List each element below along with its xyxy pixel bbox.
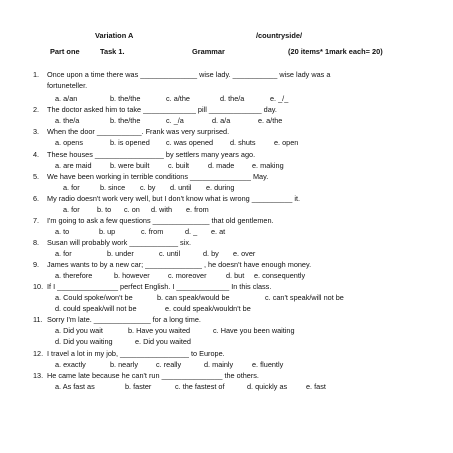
option-c: c. by: [140, 183, 156, 192]
option-e: e. over: [233, 249, 256, 258]
question-12: 12. I travel a lot in my job, _________________ to Europe.: [33, 349, 225, 358]
question-12-options: [55, 360, 283, 369]
option-d: d. _: [185, 227, 198, 236]
question-1-continuation: fortuneteller.: [47, 81, 88, 90]
part-label: Part one: [50, 47, 80, 56]
option-d: d. made: [208, 161, 235, 170]
question-3: 3. When the door ___________. Frank was very surprised.: [33, 127, 230, 136]
option-e: e. consequently: [254, 271, 306, 280]
question-text: We have been working in terrible conditions _______________ May.: [47, 172, 269, 181]
question-6: 6. My radio doesn't work very well, but I don't know what is wrong __________ it.: [33, 194, 301, 203]
question-13-options: [55, 382, 326, 391]
option-b: b. nearly: [110, 360, 138, 369]
task-label: Task 1.: [100, 47, 125, 56]
option-a: a. exactly: [55, 360, 86, 369]
option-e: e. making: [252, 161, 284, 170]
option-d: d. shuts: [230, 138, 256, 147]
option-d: d. Did you waiting: [55, 337, 113, 346]
option-a: a. the/a: [55, 116, 80, 125]
option-c: c. built: [168, 161, 190, 170]
question-9-options: [55, 271, 305, 280]
option-d: d. by: [203, 249, 219, 258]
option-a: a. for: [63, 205, 80, 214]
question-text: James wants to by a new car; ______________ , he doesn't have enough money.: [47, 260, 312, 269]
option-e: e. could speak/wouldn't be: [165, 304, 251, 313]
option-c: c. a/the: [166, 94, 190, 103]
question-text: Once upon a time there was ______________ wise lady. ___________ wise lady was a: [47, 70, 331, 79]
option-b: b. to: [97, 205, 112, 214]
option-c: c. the fastest of: [175, 382, 225, 391]
option-a: a. opens: [55, 138, 83, 147]
option-e: e. _/_: [270, 94, 289, 103]
question-7: 7. I'm going to ask a few questions ______________ that old gentlemen.: [33, 216, 274, 225]
option-e: e. fast: [306, 382, 326, 391]
question-2-options: [55, 116, 282, 125]
variation-label: Variation A: [95, 31, 134, 40]
option-b: b. Have you waited: [128, 326, 191, 335]
option-d: d. until: [170, 183, 192, 192]
option-c: c. really: [156, 360, 182, 369]
option-c: c. Have you been waiting: [213, 326, 295, 335]
option-d: d. with: [151, 205, 173, 214]
option-a: a. for: [55, 249, 72, 258]
option-c: c. _/a: [166, 116, 184, 125]
question-3-options: [55, 138, 298, 147]
option-b: b. however: [114, 271, 150, 280]
section-label: Grammar: [192, 47, 225, 56]
option-e: e. a/the: [258, 116, 283, 125]
question-text: Sorry I'm late. ______________ for a long time.: [47, 315, 201, 324]
option-a: a. are maid: [55, 161, 92, 170]
question-1-options: [55, 94, 288, 103]
question-text: I travel a lot in my job, _________________ to Europe.: [47, 349, 225, 358]
option-c: c. can't speak/will not be: [265, 293, 344, 302]
option-b: b. faster: [125, 382, 152, 391]
option-d: d. the/a: [220, 94, 245, 103]
question-5-options: [63, 183, 234, 192]
option-b: b. the/the: [110, 116, 141, 125]
question-10-options: [55, 293, 344, 302]
question-7-options: [55, 227, 225, 236]
question-4-options: [55, 161, 284, 170]
option-e: e. Did you waited: [135, 337, 191, 346]
question-10: 10. If I _______________ perfect English. I _____________ In this class.: [33, 282, 272, 291]
question-text: I'm going to ask a few questions ______________ that old gentlemen.: [47, 216, 274, 225]
option-d: d. quickly as: [247, 382, 288, 391]
option-e: e. fluently: [252, 360, 284, 369]
question-10-options-row2: [55, 304, 251, 313]
option-b: b. can speak/would be: [157, 293, 230, 302]
question-text: These houses _________________ by settlers many years ago.: [47, 150, 256, 159]
topic-label: /countryside/: [256, 31, 302, 40]
option-a: a. Could spoke/won't be: [55, 293, 133, 302]
question-text: He came late because he can't run _______________ the others.: [47, 371, 259, 380]
option-a: a. for: [63, 183, 80, 192]
option-d: d. a/a: [212, 116, 231, 125]
question-text: The doctor asked him to take _____________ pill _____________ day.: [47, 105, 277, 114]
option-e: e. during: [206, 183, 235, 192]
question-4: 4. These houses _________________ by settlers many years ago.: [33, 150, 256, 159]
question-8-options: [55, 249, 255, 258]
option-c: c. from: [141, 227, 164, 236]
option-e: e. at: [211, 227, 226, 236]
option-a: a. to: [55, 227, 70, 236]
option-d: d. mainly: [204, 360, 234, 369]
scoring-label: (20 items* 1mark each= 20): [288, 47, 383, 56]
option-a: a. a/an: [55, 94, 78, 103]
option-c: c. on: [124, 205, 140, 214]
option-b: b. up: [99, 227, 116, 236]
question-text: My radio doesn't work very well, but I don't know what is wrong __________ it.: [47, 194, 301, 203]
option-a: a. Did you wait: [55, 326, 103, 335]
option-e: e. from: [186, 205, 209, 214]
question-9: 9. James wants to by a new car; ______________ , he doesn't have enough money.: [33, 260, 312, 269]
question-5: 5. We have been working in terrible conditions _______________ May.: [33, 172, 269, 181]
question-8: 8. Susan will probably work ____________ six.: [33, 238, 191, 247]
question-11-options: [55, 326, 295, 335]
question-13: 13. He came late because he can't run _______________ the others.: [33, 371, 259, 380]
question-text: Susan will probably work ____________ six.: [47, 238, 191, 247]
option-e: e. open: [274, 138, 299, 147]
option-a: a. As fast as: [55, 382, 95, 391]
question-2: 2. The doctor asked him to take _____________ pill _____________ day.: [33, 105, 277, 114]
question-1: 1. Once upon a time there was ______________ wise lady. ___________ wise lady was a: [33, 70, 331, 79]
option-b: b. is opened: [110, 138, 150, 147]
option-c: c. moreover: [168, 271, 207, 280]
option-c: c. was opened: [166, 138, 214, 147]
question-11-options-row2: [55, 337, 191, 346]
question-11: 11. Sorry I'm late. ______________ for a long time.: [33, 315, 201, 324]
option-c: c. until: [159, 249, 181, 258]
option-b: b. under: [107, 249, 134, 258]
question-6-options: [63, 205, 209, 214]
option-b: b. the/the: [110, 94, 141, 103]
question-text: If I _______________ perfect English. I _____________ In this class.: [47, 282, 272, 291]
question-text: When the door ___________. Frank was very surprised.: [47, 127, 230, 136]
option-b: b. were built: [110, 161, 150, 170]
option-d: d. but: [226, 271, 245, 280]
option-d: d. could speak/will not be: [55, 304, 137, 313]
option-b: b. since: [100, 183, 126, 192]
option-a: a. therefore: [55, 271, 93, 280]
